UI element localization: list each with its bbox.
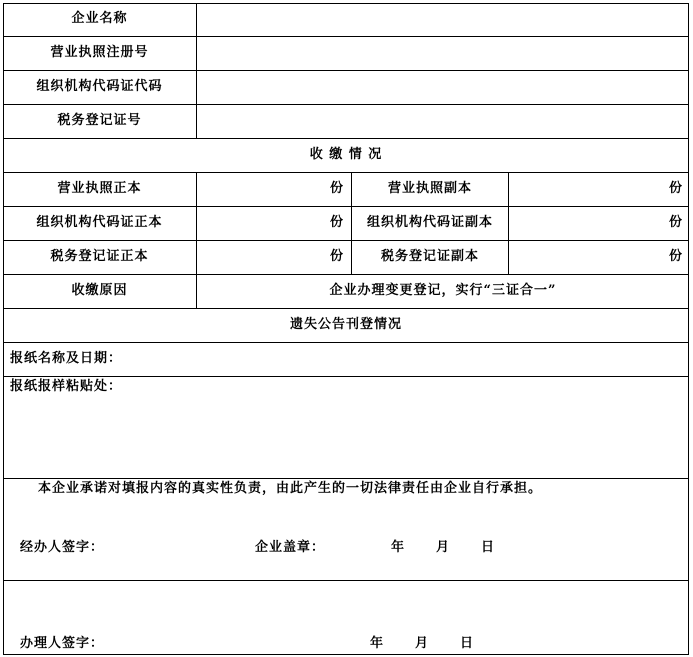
license-reg-no-field[interactable]: [197, 37, 688, 70]
company-seal-label: 企业盖章：: [255, 540, 326, 555]
license-copy-unit: 份: [668, 181, 683, 196]
processor-date-month: 月: [415, 636, 430, 651]
org-copy-unit: 份: [668, 215, 683, 230]
processor-date-year: 年: [370, 636, 385, 651]
processor-sign-label: 办理人签字：: [20, 636, 105, 651]
date-month: 月: [436, 540, 451, 555]
tax-original-label: 税务登记证正本: [50, 249, 149, 264]
org-code-label: 组织机构代码证代码: [36, 79, 163, 94]
org-copy-label: 组织机构代码证副本: [366, 215, 493, 230]
license-reg-no-label: 营业执照注册号: [50, 45, 149, 60]
row-divider: [3, 478, 689, 479]
license-copy-label: 营业执照副本: [387, 181, 472, 196]
date-year: 年: [391, 540, 406, 555]
newspaper-field[interactable]: [140, 343, 688, 376]
enterprise-name-label: 企业名称: [71, 11, 128, 26]
tax-copy-unit: 份: [668, 249, 683, 264]
handler-sign-label: 经办人签字：: [20, 540, 105, 555]
newspaper-sample-area[interactable]: [4, 395, 688, 477]
tax-reg-no-field[interactable]: [197, 105, 688, 138]
row-divider: [3, 376, 689, 377]
org-original-label: 组织机构代码证正本: [36, 215, 163, 230]
license-original-unit: 份: [329, 181, 344, 196]
row-divider: [3, 138, 689, 139]
processor-signature-field[interactable]: [110, 628, 330, 654]
org-original-unit: 份: [329, 215, 344, 230]
org-code-field[interactable]: [197, 71, 688, 104]
processor-date-day: 日: [460, 636, 475, 651]
commitment-text: 本企业承诺对填报内容的真实性负责，由此产生的一切法律责任由企业自行承担。: [38, 481, 543, 496]
reason-label: 收缴原因: [71, 283, 128, 298]
reason-value: 企业办理变更登记，实行“三证合一”: [329, 283, 557, 298]
tax-original-unit: 份: [329, 249, 344, 264]
lost-notice-section-title: 遗失公告刊登情况: [289, 317, 402, 332]
handler-signature-field[interactable]: [110, 532, 240, 562]
enterprise-name-field[interactable]: [197, 4, 688, 36]
tax-reg-no-label: 税务登记证号: [57, 113, 142, 128]
row-divider: [3, 580, 689, 581]
date-day: 日: [481, 540, 496, 555]
newspaper-label: 报纸名称及日期：: [10, 351, 123, 366]
newspaper-sample-label: 报纸报样粘贴处：: [10, 379, 123, 394]
tax-copy-label: 税务登记证副本: [380, 249, 479, 264]
row-divider: [3, 274, 689, 275]
collection-section-title: 收 缴 情 况: [309, 147, 383, 162]
row-divider: [3, 308, 689, 309]
license-original-label: 营业执照正本: [57, 181, 142, 196]
company-seal-field[interactable]: [330, 520, 380, 570]
